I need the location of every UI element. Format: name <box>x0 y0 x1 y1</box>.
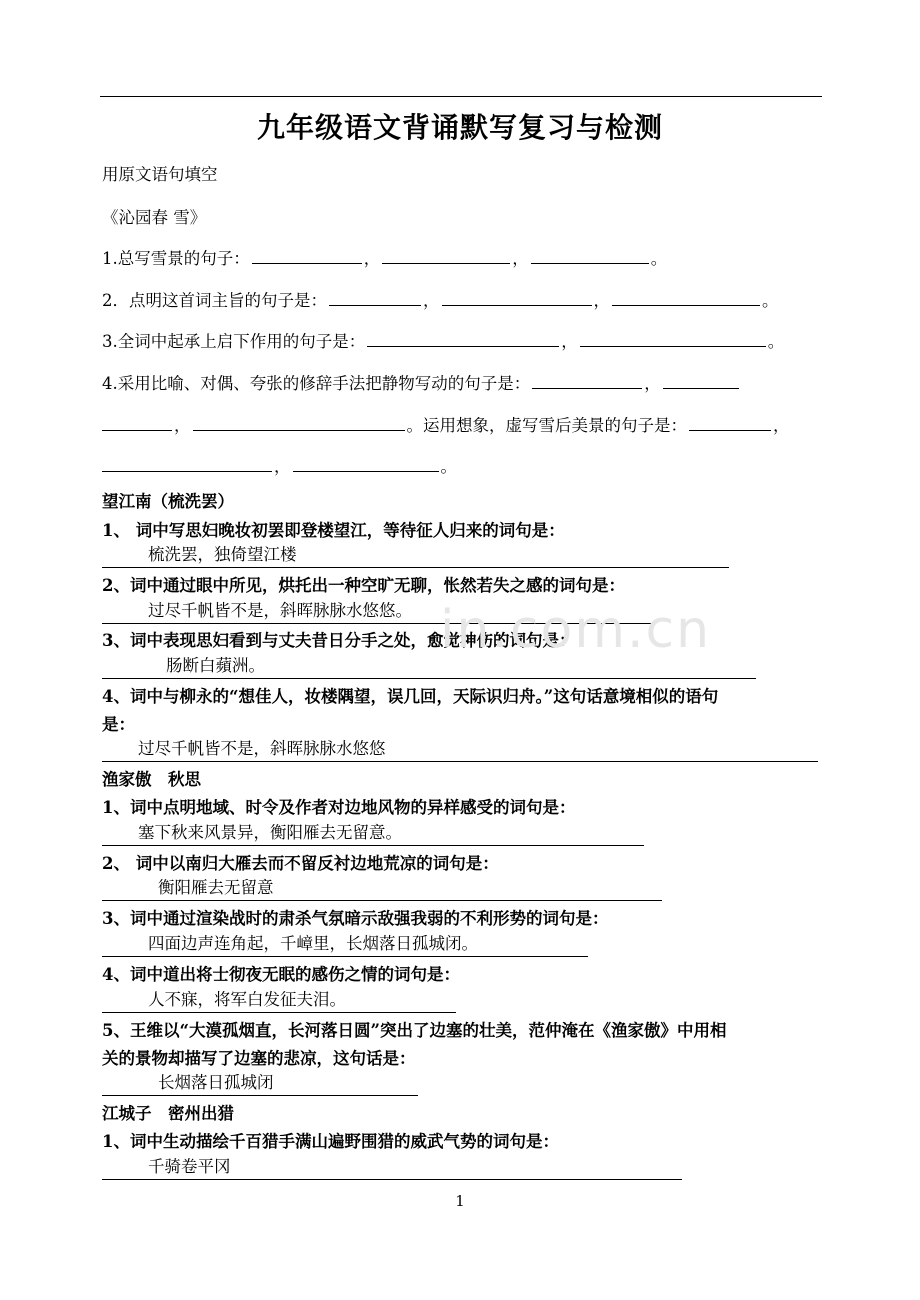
fill-blank[interactable] <box>367 332 559 347</box>
s3-question-1: 1、词中点明地域、时令及作者对边地风物的异样感受的词句是： <box>102 798 576 817</box>
section-heading-qinyuanchun: 《沁园春 雪》 <box>102 208 207 227</box>
fill-blank[interactable] <box>442 291 592 306</box>
fill-blank[interactable] <box>612 291 760 306</box>
fill-blank[interactable] <box>580 332 766 347</box>
fill-blank[interactable] <box>252 249 362 264</box>
s3-question-5: 5、王维以“大漠孤烟直，长河落日圆”突出了边塞的壮美，范仲淹在《渔家傲》中用相 <box>102 1021 727 1040</box>
s3-answer-2[interactable]: 衡阳雁去无留意 <box>102 876 662 901</box>
s4-answer-1[interactable]: 千骑卷平冈 <box>102 1155 682 1180</box>
fill-blank[interactable] <box>293 457 439 472</box>
s3-answer-4[interactable]: 人不寐，将军白发征夫泪。 <box>102 988 456 1013</box>
s3-answer-5[interactable]: 长烟落日孤城闭 <box>102 1071 418 1096</box>
fill-blank[interactable] <box>689 416 771 431</box>
s1-question-4-line-3: ， 。 <box>102 455 457 479</box>
fill-blank[interactable] <box>102 416 172 431</box>
s2-question-2: 2、词中通过眼中所见，烘托出一种空旷无聊，怅然若失之感的词句是： <box>102 576 625 595</box>
fill-blank[interactable] <box>193 416 405 431</box>
s1-question-2: 2．点明这首词主旨的句子是： ， ， 。 <box>102 291 779 310</box>
s2-answer-4[interactable]: 过尽千帆皆不是，斜晖脉脉水悠悠 <box>102 737 818 762</box>
s2-question-3: 3、词中表现思妇看到与丈夫昔日分手之处，愈觉神伤的词句是： <box>102 631 576 650</box>
s1-question-4-line-2: ， 。运用想象，虚写雪后美景的句子是： ， <box>102 414 790 438</box>
instruction: 用原文语句填空 <box>102 165 218 184</box>
section-heading-wangjiangnan: 望江南（梳洗罢） <box>102 492 234 511</box>
page-title: 九年级语文背诵默写复习与检测 <box>256 111 663 144</box>
fill-blank[interactable] <box>329 291 421 306</box>
watermark: in.com.cn <box>440 600 712 660</box>
s3-question-4: 4、词中道出将士彻夜无眠的感伤之情的词句是： <box>102 965 460 984</box>
fill-blank[interactable] <box>531 249 649 264</box>
fill-blank[interactable] <box>382 249 510 264</box>
s3-answer-1[interactable]: 塞下秋来风景异，衡阳雁去无留意。 <box>102 821 644 846</box>
s1-question-4: 4.采用比喻、对偶、夸张的修辞手法把静物写动的句子是： ， <box>102 372 741 396</box>
s1-question-3: 3.全词中起承上启下作用的句子是： ， 。 <box>102 332 785 351</box>
s4-question-1: 1、词中生动描绘千百猎手满山遍野围猎的威武气势的词句是： <box>102 1132 559 1151</box>
fill-blank[interactable] <box>102 457 272 472</box>
s2-question-1: 1、 词中写思妇晚妆初罢即登楼望江，等待征人归来的词句是： <box>102 521 565 540</box>
section-heading-yujiaao: 渔家傲 秋思 <box>102 770 201 789</box>
section-heading-jiangchengzi: 江城子 密州出猎 <box>102 1104 234 1123</box>
s2-answer-3[interactable]: 肠断白蘋洲。 <box>102 654 756 679</box>
s2-question-4-line-2: 是： <box>102 715 135 734</box>
fill-blank[interactable] <box>532 374 642 389</box>
s3-answer-3[interactable]: 四面边声连角起，千嶂里，长烟落日孤城闭。 <box>102 932 588 957</box>
s3-question-2: 2、 词中以南归大雁去而不留反衬边地荒凉的词句是： <box>102 854 499 873</box>
s3-question-3: 3、词中通过渲染战时的肃杀气氛暗示敌强我弱的不利形势的词句是： <box>102 909 609 928</box>
header-rule <box>100 96 822 97</box>
fill-blank[interactable] <box>663 374 739 389</box>
s2-answer-1[interactable]: 梳洗罢，独倚望江楼 <box>102 543 729 568</box>
s2-answer-2[interactable]: 过尽千帆皆不是，斜晖脉脉水悠悠。 <box>102 599 652 624</box>
s2-question-4: 4、词中与柳永的“想佳人，妆楼隅望，误几回，天际识归舟。”这句话意境相似的语句 <box>102 687 719 706</box>
page-number: 1 <box>455 1192 465 1210</box>
s1-question-1: 1.总写雪景的句子： ， ， 。 <box>102 249 668 268</box>
s3-question-5-line-2: 关的景物却描写了边塞的悲凉，这句话是： <box>102 1049 416 1068</box>
